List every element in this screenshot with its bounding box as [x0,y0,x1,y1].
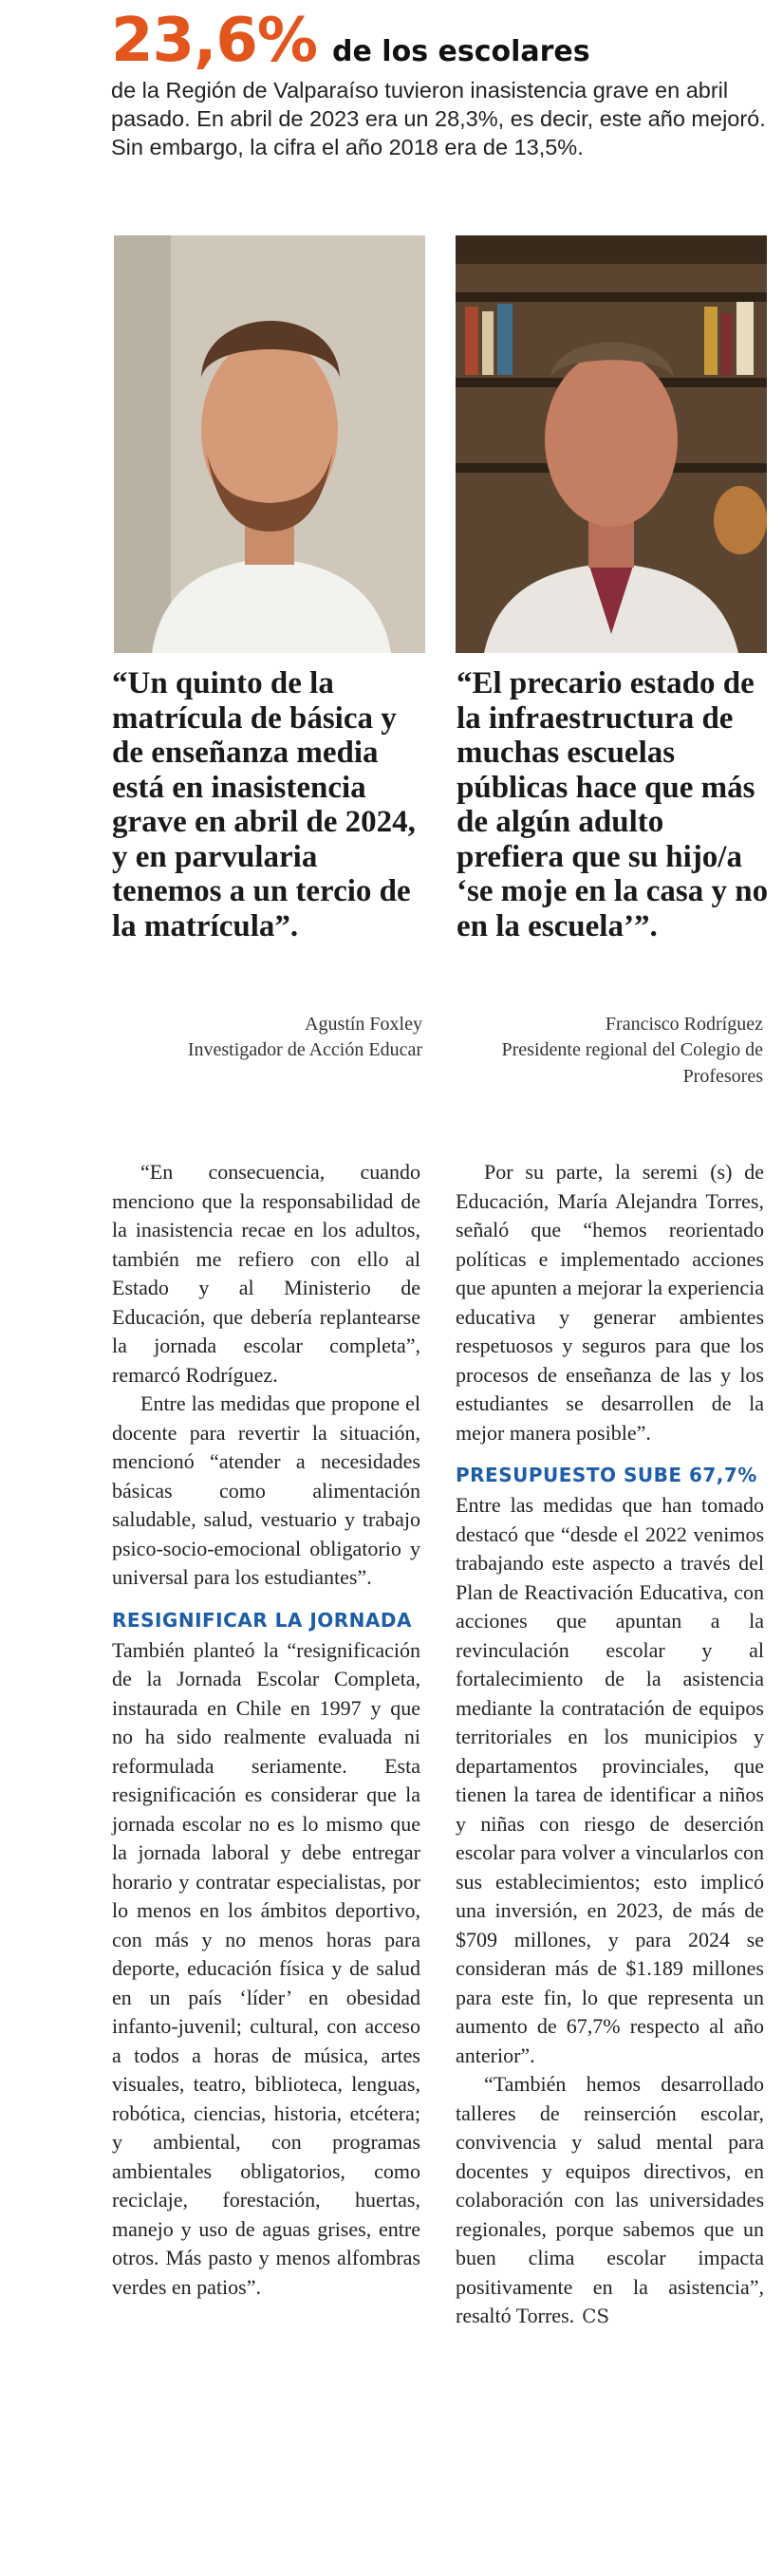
paragraph-last [456,2070,764,2331]
stat-line [111,4,766,78]
quote-foxley: “Un quinto de la matrícula de básica y de enseñanza media está en inasistencia grave en abril de 2024, y en parvularia tenemos a un tercio de la matrícula”. [112,666,416,943]
paragraph: Entre las medidas que propone el docente para revertir la situación, mencionó “atender a necesidades básicas como alimentación saludable, salud, vestuario y trabajo psico-socio-emocional obligatorio y universal para los estudiantes”. [112,1391,420,1589]
quote-author-role: Investigador de Acción Educar [187,1039,422,1060]
photo-agustin-foxley [114,235,425,653]
paragraph: Por su parte, la seremi (s) de Educación, María Alejandra Torres, señaló que “hemos reorientado políticas e implementado acciones que apunten a mejorar la experiencia educativa y generar ambientes respetuosos y seguros para que los procesos de enseñanza de las y los estudiantes se desarrollen de la mejor manera posible”. [456,1160,764,1445]
paragraph-text: “También hemos desarrollado talleres de reinserción escolar, convivencia y salud mental para docentes y equipos directivos, en colaboración con las universidades regionales, porque sabemos que un buen clima escolar impacta positivamente en la asistencia”, resaltó Torres. [456,2072,764,2327]
quote-author-role: Presidente regional del Colegio de Profesores [501,1039,763,1087]
section-subhead: RESIGNIFICAR LA JORNADA [112,1608,412,1632]
photo-francisco-rodriguez [456,235,767,653]
quote-rodriguez: “El precario estado de la infraestructura de muchas escuelas públicas hace que más de algún adulto prefiera que su hijo/a ‘se moje en la casa y no en la escuela’”. [457,666,769,943]
stat-headline: de los escolares [332,35,590,68]
end-mark: CS [582,2305,610,2327]
section-subhead: PRESUPUESTO SUBE 67,7% [456,1464,757,1486]
stat-description: de la Región de Valparaíso tuvieron inasistencia grave en abril pasado. En abril de 2023 era un 28,3%, es decir, este año mejoró. Sin embargo, la cifra el año 2018 era de 13,5%. [111,78,766,159]
paragraph: “En consecuencia, cuando menciono que la responsabilidad de la inasistencia recae en los adultos, también me refiero con ello al Estado y al Ministerio de Educación, que debería replantearse la jornada escolar completa”, remarcó Rodríguez. [112,1160,420,1387]
quote-author-name: Francisco Rodríguez [605,1014,763,1035]
paragraph: Entre las medidas que han tomado destacó que “desde el 2022 venimos trabajando este aspecto a través del Plan de Reactivación Educativa, con acciones que apuntan a la revinculación escolar y al fortalecimiento de la asistencia mediante la contratación de equipos territoriales en los municipios y departamentos provinciales, que tienen la tarea de identificar a niños y niñas con riesgo de deserción escolar para volver a vincularlos con sus establecimientos; esto implicó una inversión, en 2023, de más de $709 millones, y para 2024 se consideran más de $1.189 millones para este fin, lo que representa un aumento de 67,7% respecto al año anterior”. [456,1493,764,2067]
stat-number: 23,6% [111,6,318,76]
signature-rodriguez [456,1012,763,1090]
quote-author-name: Agustín Foxley [305,1014,422,1035]
signature-foxley [142,1012,422,1063]
paragraph: También planteó la “resignificación de la Jornada Escolar Completa, instaurada en Chile en 1997 y que no ha sido realmente evaluada ni reformulada seriamente. Esta resignificación es considerar que la jornada escolar no es lo mismo que la jornada laboral y debe entregar horario y contratar especialistas, por lo menos en los ámbitos deportivo, con más y no menos horas para deporte, educación física y de salud en un país ‘líder’ en obesidad infanto-juvenil; cultural, con acceso a todos a horas de música, artes visuales, teatro, biblioteca, lenguas, robótica, ciencias, historia, etcétera; y ambiental, con programas ambientales obligatorios, como reciclaje, forestación, huertas, manejo y uso de aguas grises, entre otros. Más pasto y menos alfombras verdes en patios”. [112,1637,420,2299]
stat-header [111,4,766,161]
article-column-right [456,1158,764,2331]
article-column-left [112,1158,420,2302]
